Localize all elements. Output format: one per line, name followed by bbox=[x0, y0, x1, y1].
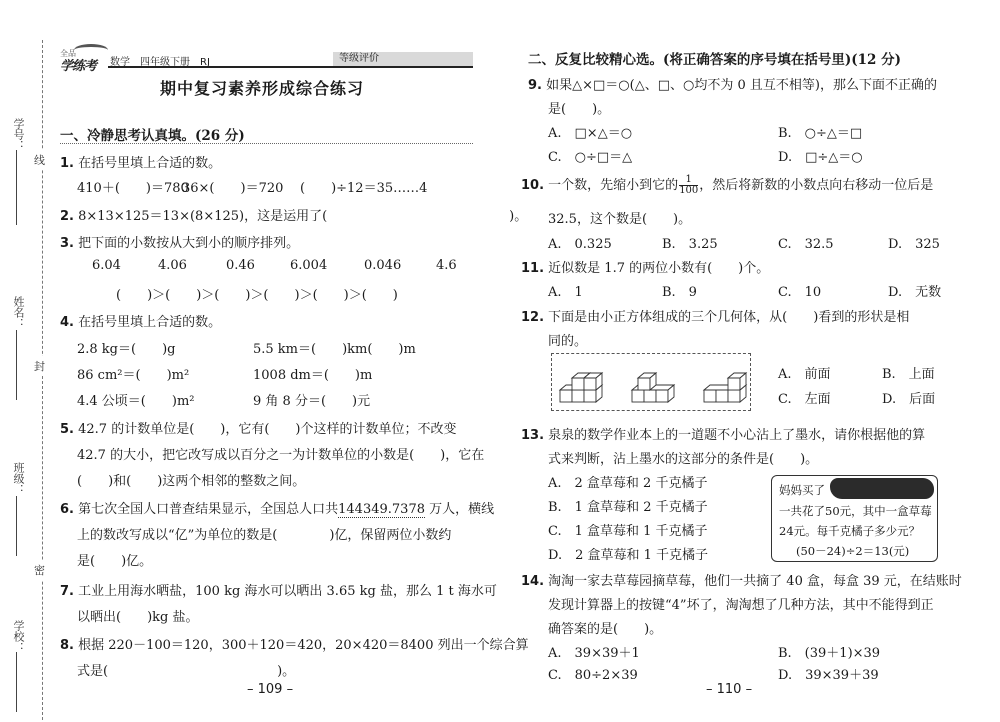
binding-underline bbox=[16, 652, 17, 712]
section-2-heading: 二、反复比较精心选。(将正确答案的序号填在括号里)(12 分) bbox=[528, 52, 902, 68]
q10-option-a[interactable]: A. 0.325 bbox=[548, 237, 612, 252]
q7-line1 bbox=[60, 580, 497, 599]
q5-line3[interactable]: ( )和( )这两个相邻的整数之间。 bbox=[77, 474, 306, 489]
q14-option-c[interactable]: C. 80÷2×39 bbox=[548, 668, 638, 683]
q1-blank-c[interactable]: ( )÷12＝35……4 bbox=[300, 181, 428, 196]
q13-number: 13. bbox=[521, 428, 545, 443]
q9-option-d[interactable]: D. □÷△＝○ bbox=[778, 150, 863, 165]
publisher-logo bbox=[60, 48, 104, 74]
q2-number: 2. bbox=[60, 209, 74, 224]
q12-option-b[interactable]: B. 上面 bbox=[882, 367, 935, 382]
q14-option-b[interactable]: B. (39＋1)×39 bbox=[778, 646, 881, 661]
grade-box: 等级评价 bbox=[333, 52, 473, 66]
binding-label-school: 学校： bbox=[12, 620, 25, 653]
q5-line2[interactable]: 42.7 的大小，把它改写成以百分之一为计数单位的小数是( )，它在 bbox=[77, 448, 485, 463]
q9-option-b[interactable]: B. ○÷△＝□ bbox=[778, 126, 863, 141]
q8-text: 根据 220－100＝120，300＋120＝420，20×420＝8400 列出一个综合算 bbox=[78, 638, 529, 653]
q3-order-blanks[interactable]: ( )＞( )＞( )＞( )＞( )＞( ) bbox=[116, 288, 398, 303]
q11-option-c[interactable]: C. 10 bbox=[778, 285, 822, 300]
fraction-denominator: 100 bbox=[679, 185, 699, 196]
q11-option-d[interactable]: D. 无数 bbox=[888, 285, 942, 300]
q5-line1 bbox=[60, 418, 457, 437]
q11-option-a[interactable]: A. 1 bbox=[548, 285, 583, 300]
ink-blot-icon bbox=[830, 478, 934, 499]
cube-figures-box bbox=[551, 353, 751, 411]
q6-text-tail: 万人，横线 bbox=[424, 502, 495, 517]
q4-blank[interactable]: 5.5 km＝( )km( )m bbox=[253, 342, 416, 357]
binding-label-student-number: 学号： bbox=[12, 118, 25, 151]
note-line-4: (50－24)÷2＝13(元) bbox=[796, 544, 910, 558]
q3-stem bbox=[60, 232, 299, 251]
q9-number: 9. bbox=[528, 78, 542, 93]
q7-number: 7. bbox=[60, 584, 74, 599]
q3-value: 0.46 bbox=[226, 258, 255, 273]
q4-stem bbox=[60, 311, 221, 330]
page-number-left: – 109 – bbox=[247, 682, 294, 697]
q14-line2: 发现计算器上的按键“4”坏了，淘淘想了几种方法，其中不能得到正 bbox=[548, 598, 934, 613]
q14-number: 14. bbox=[521, 574, 545, 589]
q12-option-d[interactable]: D. 后面 bbox=[882, 392, 936, 407]
q6-line3[interactable]: 是( )亿。 bbox=[77, 554, 153, 569]
q5-number: 5. bbox=[60, 422, 74, 437]
q10-text: 一个数，先缩小到它的 bbox=[548, 178, 679, 193]
q11-number: 11. bbox=[521, 261, 545, 276]
q12-line2: 同的。 bbox=[548, 334, 588, 349]
binding-label-name: 姓名： bbox=[12, 296, 25, 329]
q3-number: 3. bbox=[60, 236, 74, 251]
q10-text-tail: ，然后将新数的小数点向右移动一位后是 bbox=[699, 178, 934, 193]
q14-text: 淘淘一家去草莓园摘草莓，他们一共摘了 40 盒，每盒 39 元，在结账时 bbox=[548, 574, 962, 589]
q4-blank[interactable]: 2.8 kg＝( )g bbox=[77, 342, 176, 357]
note-line-1: 妈妈买了 bbox=[779, 483, 825, 497]
q10-fraction bbox=[679, 175, 698, 196]
q12-line1 bbox=[521, 306, 909, 325]
q12-number: 12. bbox=[521, 310, 545, 325]
section-1-heading: 一、冷静思考认真填。(26 分) bbox=[60, 128, 245, 144]
q2-text[interactable]: 8×13×125＝13×(8×125)，这是运用了( )。 bbox=[78, 209, 528, 224]
q14-option-a[interactable]: A. 39×39＋1 bbox=[548, 646, 640, 661]
q4-blank[interactable]: 4.4 公顷＝( )m² bbox=[77, 394, 195, 409]
logo-main-text: 学练考 bbox=[60, 59, 97, 74]
q4-blank[interactable]: 9 角 8 分＝( )元 bbox=[253, 394, 371, 409]
header-meta: 数学 四年级下册 RJ bbox=[110, 57, 210, 68]
binding-dashed-line bbox=[42, 40, 43, 720]
q10-number: 10. bbox=[521, 178, 545, 193]
q1-blank-b[interactable]: 36×( )＝720 bbox=[182, 181, 284, 196]
q9-option-a[interactable]: A. □×△＝○ bbox=[548, 126, 633, 141]
fraction-numerator: 1 bbox=[679, 175, 698, 186]
q4-text: 在括号里填上合适的数。 bbox=[78, 315, 222, 330]
binding-underline bbox=[16, 150, 17, 225]
page-number-right: – 110 – bbox=[706, 682, 753, 697]
q13-option-b[interactable]: B. 1 盒草莓和 2 千克橘子 bbox=[548, 500, 708, 515]
q14-line1 bbox=[521, 570, 962, 589]
q1-text: 在括号里填上合适的数。 bbox=[78, 156, 222, 171]
q9-line2[interactable]: 是( )。 bbox=[548, 102, 611, 117]
q13-line2[interactable]: 式来判断，沾上墨水的这部分的条件是( )。 bbox=[548, 452, 819, 467]
binding-underline bbox=[16, 330, 17, 400]
q3-value: 4.06 bbox=[158, 258, 187, 273]
q11-text[interactable]: 近似数是 1.7 的两位小数有( )个。 bbox=[548, 261, 770, 276]
binding-seal-secret: 密 bbox=[34, 560, 45, 580]
q13-text: 泉泉的数学作业本上的一道题不小心沾上了墨水，请你根据他的算 bbox=[548, 428, 926, 443]
q5-text[interactable]: 42.7 的计数单位是( )，它有( )个这样的计数单位；不改变 bbox=[78, 422, 457, 437]
q9-option-c[interactable]: C. ○÷□＝△ bbox=[548, 150, 633, 165]
q8-number: 8. bbox=[60, 638, 74, 653]
q4-blank[interactable]: 1008 dm＝( )m bbox=[253, 368, 373, 383]
q9-text: 如果△×□＝○(△、□、○均不为 0 且互不相等)，那么下面不正确的 bbox=[546, 78, 937, 93]
q3-value: 6.04 bbox=[92, 258, 121, 273]
binding-seal-seal: 封 bbox=[34, 356, 45, 376]
q8-line2[interactable]: 式是( )。 bbox=[77, 664, 296, 679]
q10-line1 bbox=[521, 174, 933, 196]
q12-text[interactable]: 下面是由小正方体组成的三个几何体，从( )看到的形状是相 bbox=[548, 310, 910, 325]
q13-line1 bbox=[521, 424, 925, 443]
cube-figures-icon bbox=[552, 354, 752, 412]
note-line-2: 一共花了50元，其中一盒草莓 bbox=[779, 504, 932, 518]
q4-number: 4. bbox=[60, 315, 74, 330]
q14-option-d[interactable]: D. 39×39＋39 bbox=[778, 668, 879, 683]
q7-line2[interactable]: 以晒出( )kg 盐。 bbox=[77, 610, 199, 625]
q2 bbox=[60, 205, 527, 224]
q4-blank[interactable]: 86 cm²＝( )m² bbox=[77, 368, 190, 383]
binding-seal-line: 线 bbox=[34, 150, 45, 170]
note-line-3: 24元。每千克橘子多少元？ bbox=[779, 524, 921, 538]
q3-value: 6.004 bbox=[290, 258, 328, 273]
q12-option-c[interactable]: C. 左面 bbox=[778, 392, 831, 407]
section-divider bbox=[60, 143, 473, 144]
q6-number: 6. bbox=[60, 502, 74, 517]
q1-blank-a[interactable]: 410＋( )＝780 bbox=[77, 181, 189, 196]
binding-underline bbox=[16, 496, 17, 556]
q6-text: 第七次全国人口普查结果显示，全国总人口共 bbox=[78, 502, 339, 517]
q6-line2[interactable]: 上的数改写成以“亿”为单位的数是( )亿，保留两位小数约 bbox=[77, 528, 452, 543]
q3-text: 把下面的小数按从大到小的顺序排列。 bbox=[78, 236, 300, 251]
q10-option-c[interactable]: C. 32.5 bbox=[778, 237, 834, 252]
q6-line1 bbox=[60, 498, 494, 517]
page-title: 期中复习素养形成综合练习 bbox=[160, 79, 365, 98]
q13-option-d[interactable]: D. 2 盒草莓和 1 千克橘子 bbox=[548, 548, 709, 563]
q1-stem bbox=[60, 152, 221, 171]
logo-top-text: 全品 bbox=[60, 49, 76, 58]
q3-value: 0.046 bbox=[364, 258, 402, 273]
q7-text: 工业上用海水晒盐，100 kg 海水可以晒出 3.65 kg 盐，那么 1 t 海水可 bbox=[78, 584, 497, 599]
q11-line1 bbox=[521, 257, 769, 276]
header-rule bbox=[108, 66, 473, 68]
q8-line1 bbox=[60, 634, 529, 653]
q9-line1 bbox=[528, 74, 937, 93]
q10-option-d[interactable]: D. 325 bbox=[888, 237, 940, 252]
q10-option-b[interactable]: B. 3.25 bbox=[662, 237, 718, 252]
q3-value: 4.6 bbox=[436, 258, 457, 273]
q13-option-c[interactable]: C. 1 盒草莓和 1 千克橘子 bbox=[548, 524, 708, 539]
q10-line2[interactable]: 32.5，这个数是( )。 bbox=[548, 212, 692, 227]
q14-line3[interactable]: 确答案的是( )。 bbox=[548, 622, 663, 637]
q1-number: 1. bbox=[60, 156, 74, 171]
q6-underlined-number: 144349.7378 bbox=[338, 502, 425, 517]
q13-option-a[interactable]: A. 2 盒草莓和 2 千克橘子 bbox=[548, 476, 708, 491]
binding-label-class: 班级： bbox=[12, 462, 25, 495]
q12-option-a[interactable]: A. 前面 bbox=[778, 367, 831, 382]
q11-option-b[interactable]: B. 9 bbox=[662, 285, 697, 300]
